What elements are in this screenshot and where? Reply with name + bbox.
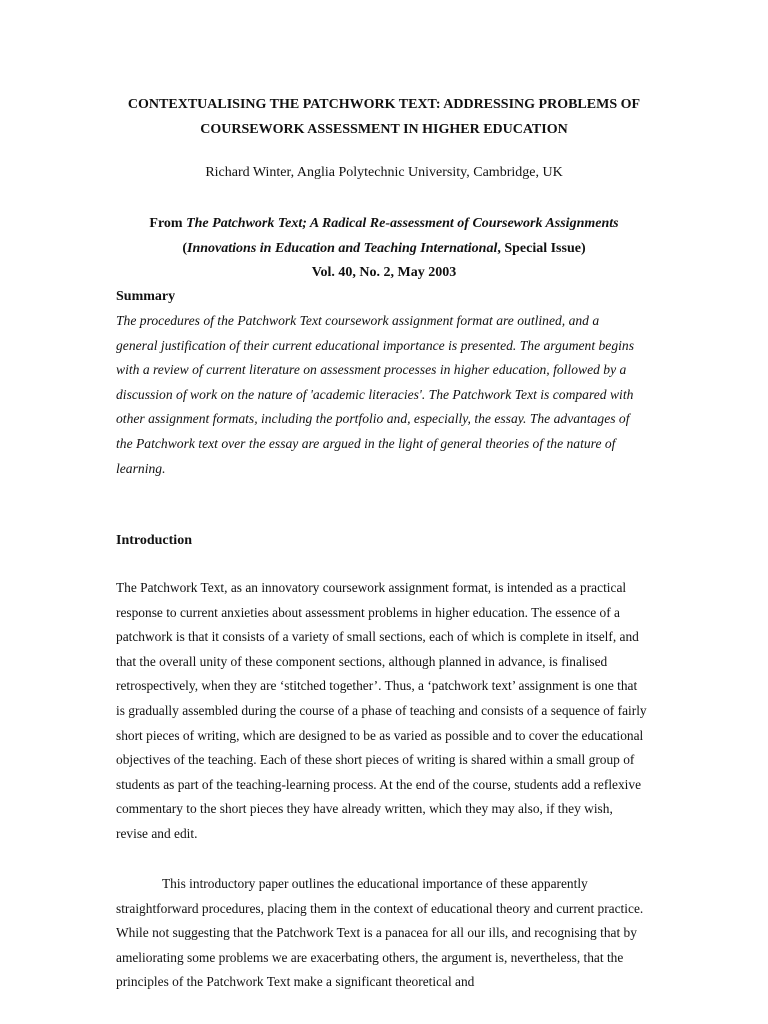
source-open-paren: (	[182, 240, 188, 256]
source-volume: Vol. 40, No. 2, May 2003	[311, 265, 457, 280]
source-book-title: The Patchwork Text; A Radical Re-assessment of Coursework Assignments	[186, 216, 619, 231]
introduction-paragraph-2: This introductory paper outlines the educational importance of these apparently straightforward procedures, placing them in the context of educational theory and current practice. While not suggesting that the Patchwork Text is a panacea for all our ills, and recognising that by ameliorating some problems we are exacerbating others, the argument is, nevertheless, that the principles of the Patchwork Text make a significant theoretical and	[116, 876, 644, 990]
source-issue-suffix: , Special Issue)	[497, 240, 586, 256]
source-citation	[116, 212, 652, 286]
introduction-paragraph-1: The Patchwork Text, as an innovatory coursework assignment format, is intended as a practical response to current anxieties about assessment problems in higher education. The essence of a patchwork is that it consists of a variety of small sections, each of which is complete in itself, and that the overall unity of these component sections, although planned in advance, is finalised retrospectively, when they are ‘stitched together’. Thus, a ‘patchwork text’ assignment is one that is gradually assembled during the course of a phase of teaching and consists of a sequence of fairly short pieces of writing, which are designed to be as varied as possible and to cover the educational objectives of the teaching. Each of these short pieces of writing is shared within a small group of students as part of the teaching-learning process. At the end of the course, students add a reflexive commentary to the short pieces they have already written, which they may also, if they wish, revise and edit.	[116, 580, 647, 841]
paper-title	[116, 93, 652, 142]
introduction-heading: Introduction	[116, 533, 192, 548]
author-affiliation: Richard Winter, Anglia Polytechnic University, Cambridge, UK	[205, 165, 563, 180]
summary-heading: Summary	[116, 289, 176, 304]
paper-title-line-2: COURSEWORK ASSESSMENT IN HIGHER EDUCATION	[200, 121, 568, 137]
source-from-label: From	[149, 216, 187, 231]
summary-text: The procedures of the Patchwork Text coursework assignment format are outlined, and a general justification of their current educational importance is presented. The argument begins with a review of current literature on assessment processes in higher education, followed by a discussion of work on the nature of 'academic literacies'. The Patchwork Text is compared with other assignment formats, including the portfolio and, especially, the essay. The advantages of the Patchwork text over the essay are argued in the light of general theories of the nature of learning.	[116, 313, 635, 476]
source-journal-title: Innovations in Education and Teaching International	[187, 240, 498, 256]
paper-title-line-1: CONTEXTUALISING THE PATCHWORK TEXT: ADDRESSING PROBLEMS OF	[127, 97, 641, 112]
